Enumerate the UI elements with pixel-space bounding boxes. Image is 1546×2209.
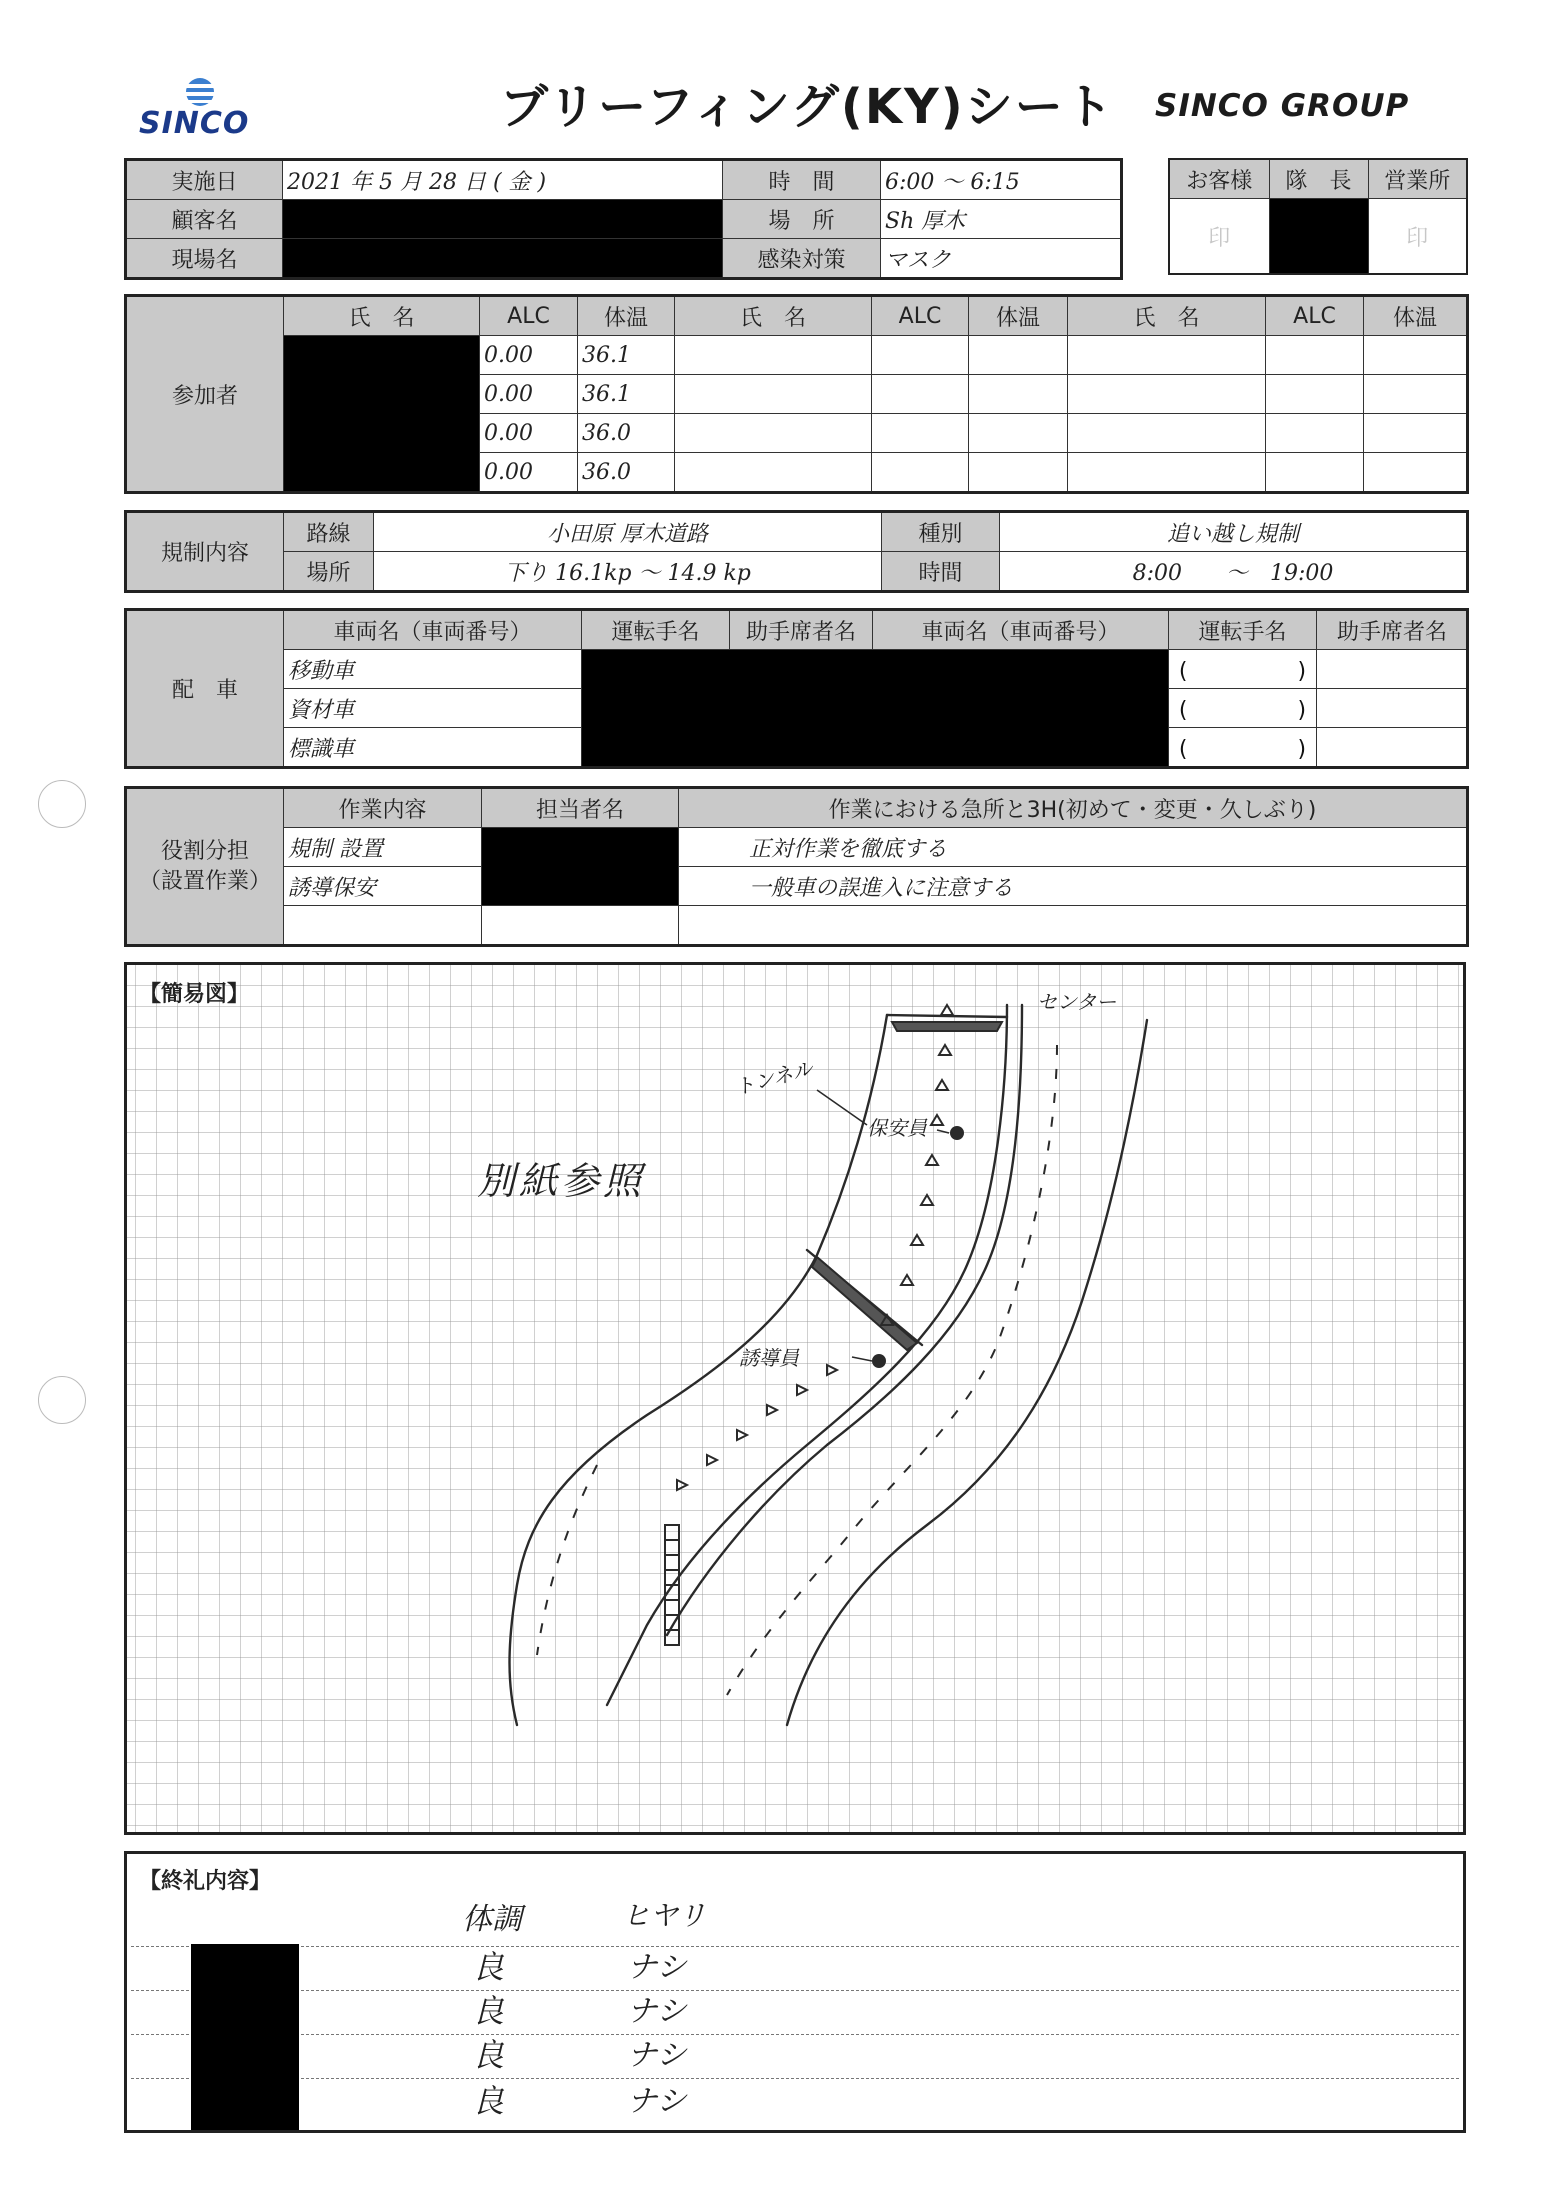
- date-label: 実施日: [126, 160, 283, 200]
- vehicle-driver-cell[interactable]: [1317, 650, 1468, 689]
- punch-hole-top: [38, 780, 86, 828]
- participant-temp-cell[interactable]: [1364, 414, 1468, 453]
- infection-field[interactable]: マスク: [881, 239, 1122, 279]
- participant-temp-cell[interactable]: [1364, 375, 1468, 414]
- cone-marker: [901, 1275, 913, 1285]
- participant-temp-cell[interactable]: [969, 375, 1068, 414]
- closing-area: [124, 1851, 1466, 2133]
- closing-rule: [131, 2078, 1459, 2079]
- participant-alc-cell[interactable]: [1266, 336, 1364, 375]
- customer-approval-label: お客様: [1169, 159, 1269, 199]
- participant-alc-cell[interactable]: [872, 453, 969, 493]
- participant-name-cell[interactable]: [1068, 453, 1266, 493]
- vehicle-header-driver-2: 運転手名: [1169, 610, 1317, 650]
- role-task[interactable]: 誘導保安: [284, 867, 482, 906]
- participant-temp-cell[interactable]: [969, 336, 1068, 375]
- vehicle-header-name-1: 車両名（車両番号）: [284, 610, 582, 650]
- participants-label: 参加者: [126, 296, 284, 493]
- vehicle-header-driver-1: 運転手名: [582, 610, 730, 650]
- regulation-time-field[interactable]: 8:00 〜 19:00: [1000, 552, 1468, 592]
- guide-marker: [872, 1354, 886, 1368]
- date-field[interactable]: 2021 年 5 月 28 日 ( 金 ): [283, 160, 723, 200]
- lane-dashes-left: [537, 1465, 597, 1655]
- participant-temp[interactable]: 36.0: [578, 414, 675, 453]
- closing-health-value[interactable]: 良: [472, 1992, 505, 2030]
- participant-name-cell[interactable]: [675, 336, 872, 375]
- participant-alc-cell[interactable]: [872, 375, 969, 414]
- role-point[interactable]: [679, 906, 1468, 946]
- cone-marker: [936, 1080, 948, 1090]
- time-label: 時 間: [723, 160, 881, 200]
- cone-marker: [797, 1385, 807, 1395]
- closing-rule: [131, 2034, 1459, 2035]
- cone-marker: [737, 1430, 747, 1440]
- closing-label: 【終礼内容】: [139, 1869, 272, 1894]
- regulation-label: 規制内容: [126, 512, 284, 592]
- participant-alc-cell[interactable]: [1266, 414, 1364, 453]
- punch-hole-bottom: [38, 1376, 86, 1424]
- page-title: ブリーフィング(KY)シート: [500, 79, 1115, 135]
- participant-name-cell[interactable]: [1068, 336, 1266, 375]
- role-task[interactable]: 規制 設置: [284, 828, 482, 867]
- participants-table: [124, 294, 1469, 494]
- role-person-cell[interactable]: [482, 906, 679, 946]
- closing-nearmiss-value[interactable]: ナシ: [627, 1994, 687, 2029]
- closing-nearmiss-value[interactable]: ナシ: [627, 1950, 687, 1985]
- role-point[interactable]: 正対作業を徹底する: [679, 828, 1468, 867]
- closing-rule: [131, 1946, 1459, 1947]
- cone-marker: [767, 1405, 777, 1415]
- customer-stamp[interactable]: 印: [1169, 199, 1269, 275]
- leader-stamp-redacted: [1269, 199, 1368, 275]
- roles-header-person: 担当者名: [482, 788, 679, 828]
- vehicle-name[interactable]: 標識車: [284, 728, 582, 768]
- roles-label: 役割分担 （設置作業）: [126, 788, 284, 946]
- vehicle-driver-cell[interactable]: [1317, 689, 1468, 728]
- participant-header-temp-2: 体温: [969, 296, 1068, 336]
- location-label: 場所: [284, 552, 374, 592]
- cone-marker: [677, 1480, 687, 1490]
- vehicle-header-passenger-2: 助手席者名: [1317, 610, 1468, 650]
- participant-alc-cell[interactable]: [872, 336, 969, 375]
- vehicle-header-name-2: 車両名（車両番号）: [873, 610, 1169, 650]
- customer-label: 顧客名: [126, 200, 283, 239]
- regulation-table: [124, 510, 1469, 593]
- participant-name-cell[interactable]: [675, 414, 872, 453]
- vehicle-assignment-redacted: [582, 650, 1169, 768]
- location-field[interactable]: 下り 16.1kp 〜 14.9 kp: [374, 552, 882, 592]
- participant-temp-cell[interactable]: [969, 414, 1068, 453]
- guard-label: 保安員: [867, 1116, 927, 1140]
- participant-header-alc-1: ALC: [480, 296, 578, 336]
- guard-marker: [950, 1126, 964, 1140]
- vehicle-name[interactable]: [284, 650, 582, 689]
- sinco-logo-text: SINCO: [139, 106, 250, 141]
- tunnel-pointer: [817, 1090, 867, 1125]
- participant-header-name-3: 氏 名: [1068, 296, 1266, 336]
- closing-rule: [131, 1990, 1459, 1991]
- vehicle-header-passenger-1: 助手席者名: [730, 610, 873, 650]
- participant-alc-cell[interactable]: [1266, 375, 1364, 414]
- tunnel-label: トンネル: [732, 1056, 815, 1100]
- participant-name-cell[interactable]: [675, 375, 872, 414]
- cone-marker: [827, 1365, 837, 1375]
- sketch-note: 別紙参照: [477, 1159, 646, 1203]
- role-point[interactable]: 一般車の誤進入に注意する: [679, 867, 1468, 906]
- vehicle-name[interactable]: 資材車: [284, 689, 582, 728]
- cone-marker: [707, 1455, 717, 1465]
- closing-health-value[interactable]: 良: [472, 2082, 505, 2120]
- type-field[interactable]: 追い越し規制: [1000, 512, 1468, 552]
- center-label: センター: [1037, 990, 1117, 1014]
- route-label: 路線: [284, 512, 374, 552]
- road-edge-left: [510, 1015, 888, 1725]
- guide-label: 誘導員: [739, 1346, 799, 1370]
- closing-nearmiss-value[interactable]: ナシ: [627, 2084, 687, 2119]
- participant-temp-cell[interactable]: [969, 453, 1068, 493]
- participant-temp[interactable]: 36.1: [578, 375, 675, 414]
- road-edge-right: [787, 1020, 1147, 1725]
- role-task[interactable]: [284, 906, 482, 946]
- participant-name-cell[interactable]: [675, 453, 872, 493]
- vehicle-driver-cell[interactable]: [1317, 728, 1468, 768]
- regulation-time-label: 時間: [882, 552, 1000, 592]
- participant-header-alc-3: ALC: [1266, 296, 1364, 336]
- basic-info-table: [124, 158, 1123, 280]
- cone-marker: [939, 1045, 951, 1055]
- participant-alc[interactable]: 0.00: [480, 336, 578, 375]
- sinco-group-logo: SINCO GROUP: [1155, 88, 1410, 124]
- place-field[interactable]: Sh 厚木: [881, 200, 1122, 239]
- cone-marker: [941, 1005, 953, 1015]
- participant-temp[interactable]: 36.1: [578, 336, 675, 375]
- office-approval-label: 営業所: [1368, 159, 1467, 199]
- participant-header-name-2: 氏 名: [675, 296, 872, 336]
- vehicle-name-text: 移動車: [288, 658, 355, 684]
- participant-header-name-1: 氏 名: [284, 296, 480, 336]
- place-label: 場 所: [723, 200, 881, 239]
- closing-names-redacted: [191, 1944, 299, 2130]
- role-person-redacted: [482, 828, 679, 906]
- site-field-redacted: [283, 239, 723, 279]
- approval-table: [1168, 158, 1468, 275]
- vehicle-number-placeholder[interactable]: ( ): [1169, 650, 1317, 689]
- closing-health-value[interactable]: 良: [472, 2036, 505, 2074]
- vehicles-label: 配 車: [126, 610, 284, 768]
- cone-marker: [921, 1195, 933, 1205]
- closing-health-value[interactable]: 良: [472, 1948, 505, 1986]
- roles-header-task: 作業内容: [284, 788, 482, 828]
- participant-alc[interactable]: 0.00: [480, 453, 578, 493]
- cone-marker: [911, 1235, 923, 1245]
- vehicle-number-placeholder[interactable]: ( ): [1169, 728, 1317, 768]
- participant-alc-cell[interactable]: [872, 414, 969, 453]
- site-label: 現場名: [126, 239, 283, 279]
- roles-table: [124, 786, 1469, 947]
- tunnel-hatch: [892, 1022, 1002, 1031]
- cone-marker: [926, 1155, 938, 1165]
- customer-field-redacted: [283, 200, 723, 239]
- closing-nearmiss-header: ヒヤリ: [622, 1899, 707, 1932]
- participant-name-cell[interactable]: [1068, 414, 1266, 453]
- boundary-hatch: [812, 1257, 917, 1350]
- guide-pointer: [852, 1357, 872, 1361]
- participant-header-alc-2: ALC: [872, 296, 969, 336]
- closing-health-header: 体調: [462, 1902, 522, 1937]
- vehicles-table: [124, 608, 1469, 769]
- guard-pointer: [937, 1130, 949, 1133]
- leader-approval-label: 隊 長: [1269, 159, 1368, 199]
- sketch-label: 【簡易図】: [139, 982, 250, 1007]
- cone-marker: [931, 1115, 943, 1125]
- office-stamp[interactable]: 印: [1368, 199, 1467, 275]
- time-field[interactable]: 6:00 〜 6:15: [881, 160, 1122, 200]
- participant-temp-cell[interactable]: [1364, 453, 1468, 493]
- type-label: 種別: [882, 512, 1000, 552]
- participant-temp-cell[interactable]: [1364, 336, 1468, 375]
- participant-name-cell[interactable]: [1068, 375, 1266, 414]
- infection-label: 感染対策: [723, 239, 881, 279]
- sinco-logo: [135, 70, 265, 142]
- participant-alc[interactable]: 0.00: [480, 414, 578, 453]
- roles-header-point: 作業における急所と3H(初めて・変更・久しぶり): [679, 788, 1468, 828]
- closing-nearmiss-value[interactable]: ナシ: [627, 2038, 687, 2073]
- road-sketch: [127, 965, 1463, 1832]
- participant-header-temp-3: 体温: [1364, 296, 1468, 336]
- route-field[interactable]: 小田原 厚木道路: [374, 512, 882, 552]
- participant-alc-cell[interactable]: [1266, 453, 1364, 493]
- sketch-area[interactable]: [124, 962, 1466, 1835]
- participant-header-temp-1: 体温: [578, 296, 675, 336]
- vehicle-number-placeholder[interactable]: ( ): [1169, 689, 1317, 728]
- sinco-logo-mark: [135, 70, 265, 110]
- participant-temp[interactable]: 36.0: [578, 453, 675, 493]
- participant-names-redacted: [284, 336, 480, 493]
- participant-alc[interactable]: 0.00: [480, 375, 578, 414]
